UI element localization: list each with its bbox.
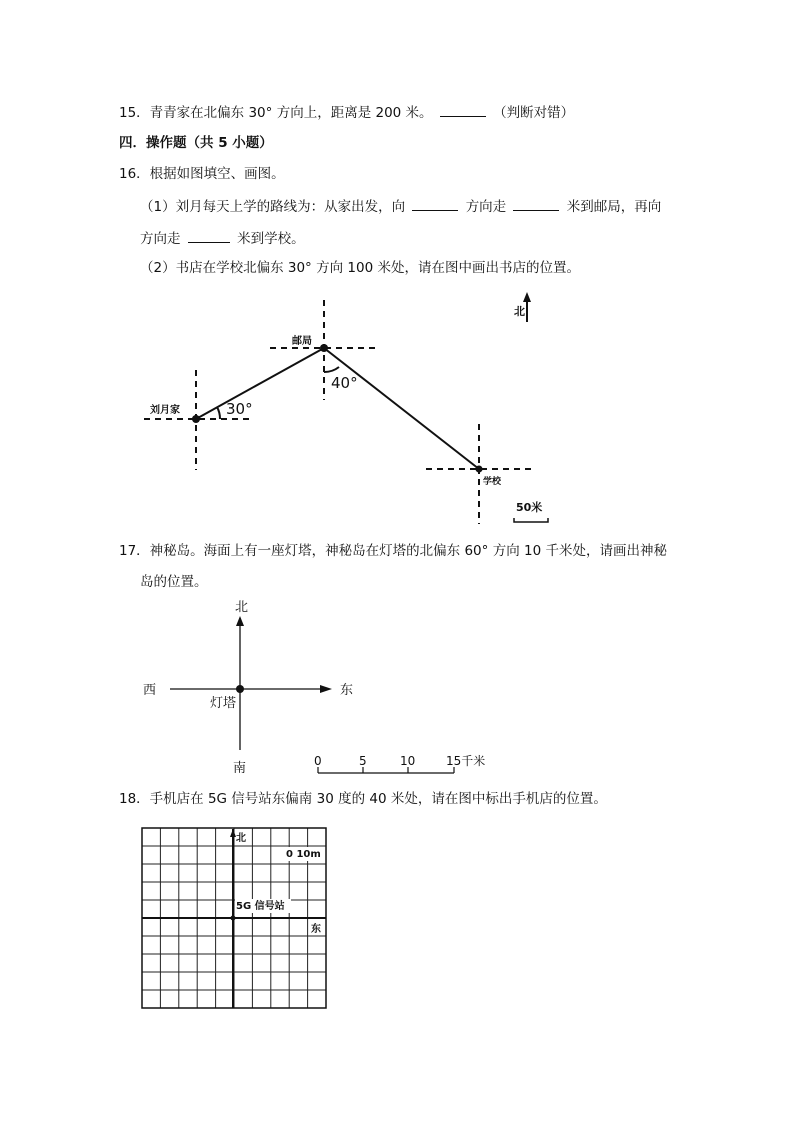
q17-text-line1: 17．神秘岛。海面上有一座灯塔，神秘岛在灯塔的北偏东 60° 方向 10 千米处，请画出神秘 <box>119 543 667 559</box>
q17-scale-bar <box>318 767 454 773</box>
angle-40-label: 40° <box>331 374 358 392</box>
home-point <box>192 415 200 423</box>
q15-suffix: （判断对错） <box>493 105 575 121</box>
scale-tick-0: 0 <box>314 754 322 768</box>
station-label: 5G 信号站 <box>236 901 285 912</box>
q15-line <box>119 102 574 123</box>
section-4-title: 四．操作题（共 5 小题） <box>119 135 273 151</box>
q16-north-label: 北 <box>514 305 525 318</box>
east-label: 东 <box>340 683 354 698</box>
q16-p1-text-c: 米到邮局，再向 <box>566 199 662 215</box>
q15-text: 15．青青家在北偏东 30° 方向上，距离是 200 米。 <box>119 105 433 121</box>
north-arrow-icon <box>236 616 244 626</box>
scale-tick-15: 15千米 <box>446 754 486 768</box>
q17-compass-map[interactable] <box>140 598 500 778</box>
lighthouse-label: 灯塔 <box>210 696 237 711</box>
q16-p1-text-d: 方向走 <box>140 231 181 247</box>
angle-30-label: 30° <box>226 400 253 418</box>
north-label: 北 <box>236 833 246 844</box>
route-post-to-school <box>324 348 479 469</box>
q16-part1-line1 <box>140 196 661 217</box>
q16-part2: （2）书店在学校北偏东 30° 方向 100 米处，请在图中画出书店的位置。 <box>140 260 580 276</box>
q16-blank-direction1[interactable] <box>412 196 458 211</box>
compass-axes <box>170 618 328 750</box>
q16-scale-label: 50米 <box>516 501 543 514</box>
south-label: 南 <box>233 761 247 776</box>
lighthouse-point <box>236 685 244 693</box>
q15-answer-blank[interactable] <box>440 102 486 117</box>
q16-p1-text-e: 米到学校。 <box>237 231 305 247</box>
q16-scale-bar <box>514 518 548 522</box>
scale-label: 0 10m <box>286 849 321 860</box>
q16-p1-text-b: 方向走 <box>465 199 507 215</box>
post-office-label: 邮局 <box>292 336 312 347</box>
q16-p1-text-a: （1）刘月每天上学的路线为：从家出发，向 <box>140 199 406 215</box>
scale-tick-10: 10 <box>400 754 416 768</box>
q17-text-line2: 岛的位置。 <box>140 574 208 590</box>
q16-intro: 16．根据如图填空、画图。 <box>119 166 285 182</box>
q16-part1-line2 <box>140 228 305 249</box>
q18-grid-map[interactable] <box>140 825 340 1015</box>
angle-arc-40 <box>324 367 339 372</box>
angle-arc-30 <box>217 407 220 419</box>
north-label: 北 <box>235 600 249 615</box>
q16-route-map[interactable] <box>140 290 560 530</box>
q16-blank-distance2[interactable] <box>188 228 230 243</box>
school-label: 学校 <box>483 477 502 487</box>
q16-blank-distance1[interactable] <box>513 196 559 211</box>
school-point <box>476 466 483 473</box>
post-office-point <box>320 344 328 352</box>
east-arrow-icon <box>320 685 332 693</box>
scale-tick-5: 5 <box>359 754 367 768</box>
station-point <box>231 916 236 921</box>
east-label: 东 <box>311 924 321 935</box>
home-label: 刘月家 <box>150 405 180 416</box>
q18-text: 18．手机店在 5G 信号站东偏南 30 度的 40 米处，请在图中标出手机店的位置。 <box>119 791 607 807</box>
route-home-to-post <box>196 348 324 419</box>
west-label: 西 <box>143 683 157 698</box>
